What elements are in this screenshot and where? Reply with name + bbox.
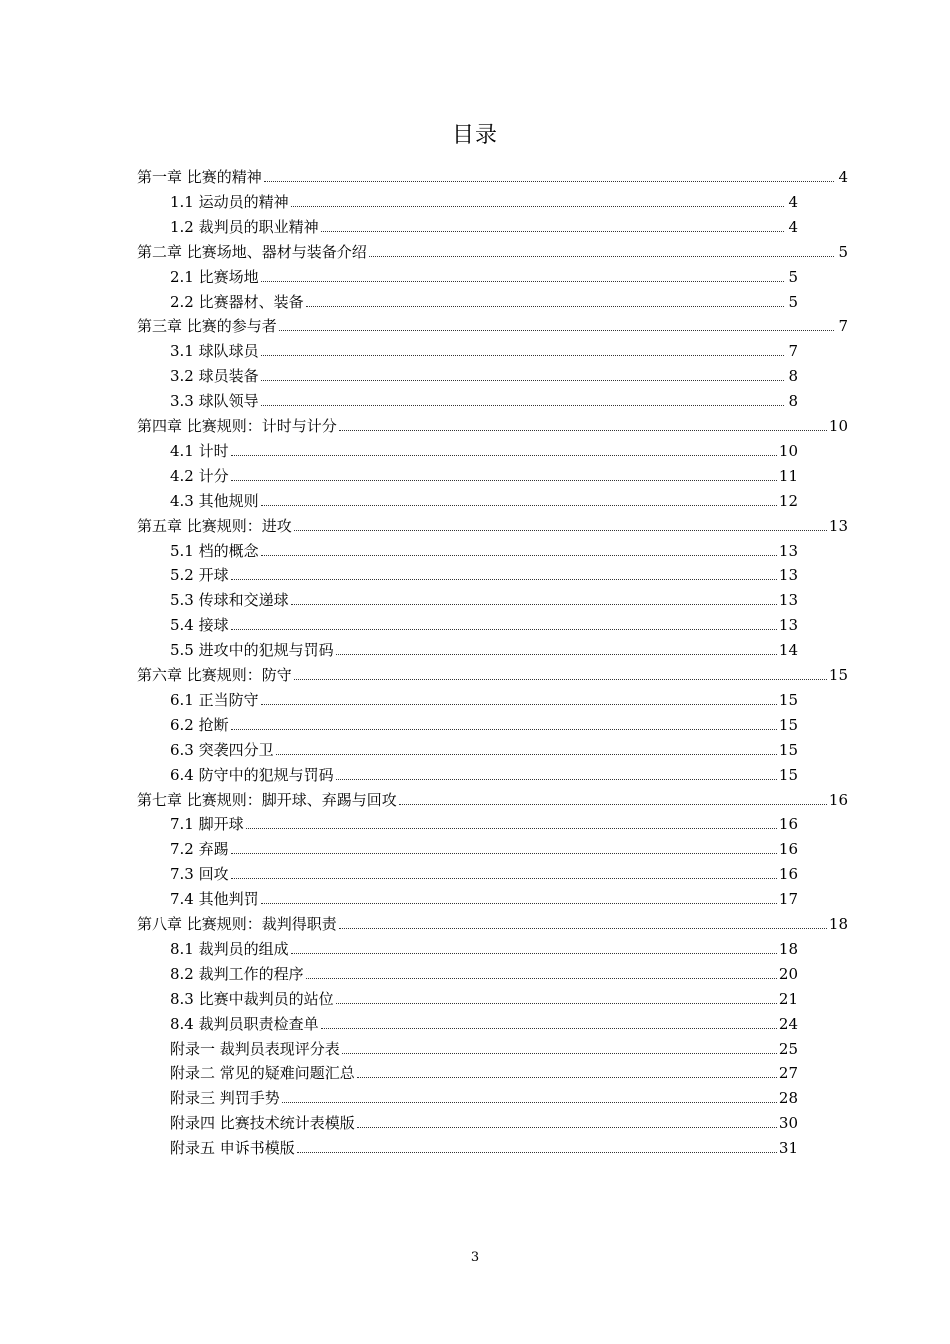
dot-leader <box>339 912 827 929</box>
toc-entry-page: 15 <box>778 740 798 759</box>
toc-section-entry[interactable] <box>170 987 798 1011</box>
toc-entry-page: 4 <box>838 168 848 186</box>
toc-section-entry[interactable] <box>170 215 798 239</box>
toc-section-entry[interactable] <box>170 1037 798 1061</box>
toc-section-entry[interactable] <box>170 862 798 886</box>
toc-entry-label: 3.1 球队球员 <box>170 342 259 361</box>
dot-leader <box>306 962 777 979</box>
toc-section-entry[interactable] <box>170 1012 798 1036</box>
toc-section-entry[interactable] <box>170 688 798 712</box>
toc-section-entry[interactable] <box>170 1111 798 1135</box>
dot-leader <box>246 812 777 829</box>
toc-section-entry[interactable] <box>170 887 798 911</box>
toc-entry-label: 7.4 其他判罚 <box>170 890 259 909</box>
dot-leader <box>321 1012 777 1029</box>
toc-entry-page: 25 <box>778 1039 798 1058</box>
dot-leader <box>231 563 777 580</box>
toc-section-entry[interactable] <box>170 563 798 587</box>
toc-entry-label: 第七章 比赛规则：脚开球、弃踢与回攻 <box>137 790 397 809</box>
toc-entry-label: 2.1 比赛场地 <box>170 267 259 286</box>
dot-leader <box>276 738 777 755</box>
dot-leader <box>291 190 784 207</box>
toc-entry-page: 13 <box>778 566 798 585</box>
toc-entry-page: 10 <box>828 417 848 435</box>
toc-section-entry[interactable] <box>170 439 798 463</box>
toc-section-entry[interactable] <box>170 713 798 737</box>
toc-entry-label: 4.2 计分 <box>170 466 229 485</box>
toc-entry-label: 3.2 球员装备 <box>170 367 259 386</box>
dot-leader <box>342 1037 777 1054</box>
dot-leader <box>297 1136 777 1153</box>
toc-entry-label: 8.1 裁判员的组成 <box>170 939 289 958</box>
dot-leader <box>339 414 827 431</box>
toc-entry-label: 附录五 申诉书模版 <box>170 1139 295 1158</box>
dot-leader <box>261 364 784 381</box>
toc-entry-page: 27 <box>778 1064 798 1083</box>
toc-entry-label: 第二章 比赛场地、器材与装备介绍 <box>137 242 367 261</box>
toc-entry-page: 16 <box>828 790 848 809</box>
toc-section-entry[interactable] <box>170 1136 798 1160</box>
dot-leader <box>399 788 827 805</box>
dot-leader <box>231 439 777 456</box>
toc-entry-page: 4 <box>788 217 798 236</box>
toc-entry-page: 16 <box>778 815 798 834</box>
toc-chapter-entry[interactable] <box>137 514 848 538</box>
dot-leader <box>261 539 777 556</box>
toc-entry-label: 6.3 突袭四分卫 <box>170 740 274 759</box>
toc-entry-page: 13 <box>778 616 798 635</box>
dot-leader <box>231 862 777 879</box>
toc-section-entry[interactable] <box>170 962 798 986</box>
dot-leader <box>231 713 777 730</box>
toc-section-entry[interactable] <box>170 638 798 662</box>
toc-section-entry[interactable] <box>170 539 798 563</box>
toc-section-entry[interactable] <box>170 738 798 762</box>
toc-chapter-entry[interactable] <box>137 240 848 264</box>
dot-leader <box>336 763 777 780</box>
toc-entry-page: 18 <box>828 915 848 933</box>
dot-leader <box>279 314 834 331</box>
toc-chapter-entry[interactable] <box>137 788 848 812</box>
toc-section-entry[interactable] <box>170 812 798 836</box>
toc-section-entry[interactable] <box>170 489 798 513</box>
toc-section-entry[interactable] <box>170 937 798 961</box>
toc-section-entry[interactable] <box>170 364 798 388</box>
dot-leader <box>321 215 784 232</box>
toc-entry-page: 11 <box>778 466 798 485</box>
dot-leader <box>261 489 777 506</box>
dot-leader <box>261 688 777 705</box>
toc-entry-page: 17 <box>778 890 798 909</box>
dot-leader <box>306 290 784 307</box>
dot-leader <box>231 837 777 854</box>
toc-entry-label: 附录二 常见的疑难问题汇总 <box>170 1064 355 1083</box>
dot-leader <box>261 887 777 904</box>
toc-entry-label: 5.4 接球 <box>170 616 229 635</box>
toc-section-entry[interactable] <box>170 389 798 413</box>
toc-entry-page: 7 <box>838 317 848 336</box>
toc-entry-page: 16 <box>778 840 798 859</box>
toc-entry-label: 附录四 比赛技术统计表模版 <box>170 1114 355 1133</box>
dot-leader <box>291 937 777 954</box>
toc-section-entry[interactable] <box>170 464 798 488</box>
toc-entry-label: 8.3 比赛中裁判员的站位 <box>170 989 334 1008</box>
toc-entry-page: 8 <box>788 392 798 411</box>
toc-chapter-entry[interactable] <box>137 165 848 189</box>
dot-leader <box>357 1111 777 1128</box>
toc-chapter-entry[interactable] <box>137 663 848 687</box>
toc-entry-page: 15 <box>778 715 798 734</box>
dot-leader <box>231 464 777 481</box>
toc-entry-label: 6.1 正当防守 <box>170 690 259 709</box>
toc-entry-label: 5.5 进攻中的犯规与罚码 <box>170 641 334 660</box>
toc-entry-page: 13 <box>828 516 848 535</box>
toc-section-entry[interactable] <box>170 190 798 214</box>
toc-entry-label: 7.1 脚开球 <box>170 815 244 834</box>
toc-chapter-entry[interactable] <box>137 912 848 936</box>
toc-entry-page: 15 <box>828 666 848 684</box>
dot-leader <box>261 339 784 356</box>
toc-chapter-entry[interactable] <box>137 314 848 338</box>
dot-leader <box>231 613 777 630</box>
toc-section-entry[interactable] <box>170 837 798 861</box>
toc-entry-page: 24 <box>778 1014 798 1033</box>
toc-entry-page: 10 <box>778 441 798 460</box>
toc-entry-page: 16 <box>778 865 798 884</box>
toc-entry-label: 8.2 裁判工作的程序 <box>170 964 304 983</box>
toc-entry-label: 第八章 比赛规则：裁判得职责 <box>137 915 337 933</box>
dot-leader <box>369 240 834 257</box>
toc-section-entry[interactable] <box>170 1086 798 1110</box>
toc-entry-page: 30 <box>778 1114 798 1133</box>
toc-entry-page: 8 <box>788 367 798 386</box>
toc-entry-label: 第四章 比赛规则：计时与计分 <box>137 417 337 435</box>
toc-entry-page: 5 <box>788 267 798 286</box>
dot-leader <box>357 1061 777 1078</box>
toc-entry-label: 7.3 回攻 <box>170 865 229 884</box>
toc-entry-page: 5 <box>788 292 798 311</box>
toc-section-entry[interactable] <box>170 588 798 612</box>
toc-entry-label: 6.4 防守中的犯规与罚码 <box>170 765 334 784</box>
toc-section-entry[interactable] <box>170 1061 798 1085</box>
toc-entry-page: 28 <box>778 1089 798 1108</box>
toc-section-entry[interactable] <box>170 290 798 314</box>
toc-entry-page: 31 <box>778 1139 798 1158</box>
dot-leader <box>282 1086 777 1103</box>
toc-entry-page: 13 <box>778 541 798 560</box>
toc-entry-label: 4.1 计时 <box>170 441 229 460</box>
toc-chapter-entry[interactable] <box>137 414 848 438</box>
toc-entry-label: 8.4 裁判员职责检查单 <box>170 1014 319 1033</box>
toc-entry-page: 20 <box>778 964 798 983</box>
toc-entry-label: 附录一 裁判员表现评分表 <box>170 1039 340 1058</box>
toc-section-entry[interactable] <box>170 339 798 363</box>
toc-entry-label: 3.3 球队领导 <box>170 392 259 411</box>
toc-entry-page: 15 <box>778 690 798 709</box>
toc-entry-page: 18 <box>778 939 798 958</box>
dot-leader <box>261 389 784 406</box>
toc-title: 目录 <box>451 123 498 148</box>
dot-leader <box>291 588 777 605</box>
toc-section-entry[interactable] <box>170 763 798 787</box>
dot-leader <box>261 265 784 282</box>
dot-leader <box>336 638 777 655</box>
toc-entry-label: 4.3 其他规则 <box>170 491 259 510</box>
toc-entry-label: 第五章 比赛规则：进攻 <box>137 516 292 535</box>
toc-entry-label: 2.2 比赛器材、装备 <box>170 292 304 311</box>
toc-entry-label: 5.3 传球和交递球 <box>170 591 289 610</box>
toc-entry-label: 1.1 运动员的精神 <box>170 192 289 211</box>
page-number: 3 <box>470 1250 480 1265</box>
toc-section-entry[interactable] <box>170 265 798 289</box>
dot-leader <box>336 987 777 1004</box>
dot-leader <box>294 514 827 531</box>
toc-entry-page: 7 <box>788 342 798 361</box>
toc-entry-page: 4 <box>788 192 798 211</box>
toc-entry-page: 12 <box>778 491 798 510</box>
toc-entry-label: 第一章 比赛的精神 <box>137 168 262 186</box>
toc-entry-page: 21 <box>778 989 798 1008</box>
toc-entry-page: 15 <box>778 765 798 784</box>
toc-entry-label: 5.1 档的概念 <box>170 541 259 560</box>
toc-entry-label: 第六章 比赛规则：防守 <box>137 666 292 684</box>
dot-leader <box>264 165 834 182</box>
toc-section-entry[interactable] <box>170 613 798 637</box>
toc-entry-page: 14 <box>778 641 798 660</box>
toc-entry-label: 6.2 抢断 <box>170 715 229 734</box>
toc-entry-label: 第三章 比赛的参与者 <box>137 317 277 336</box>
toc-entry-page: 5 <box>838 242 848 261</box>
dot-leader <box>294 663 827 680</box>
toc-entry-page: 13 <box>778 591 798 610</box>
toc-entry-label: 附录三 判罚手势 <box>170 1089 280 1108</box>
toc-entry-label: 7.2 弃踢 <box>170 840 229 859</box>
toc-entry-label: 1.2 裁判员的职业精神 <box>170 217 319 236</box>
toc-entry-label: 5.2 开球 <box>170 566 229 585</box>
